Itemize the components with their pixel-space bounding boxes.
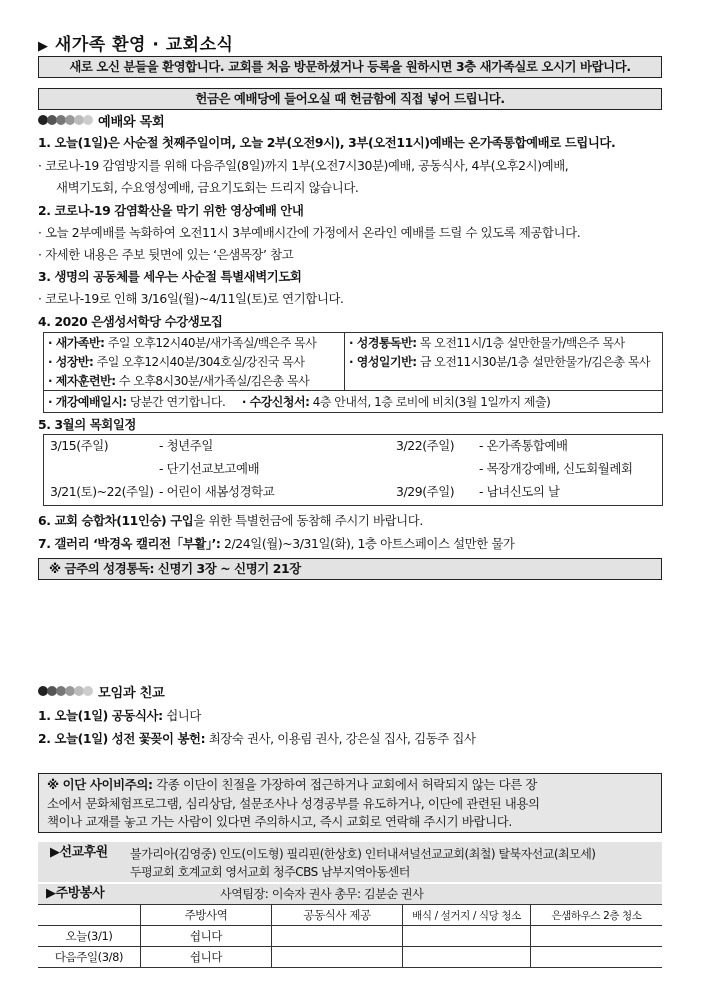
kitchen-cell: 다음주일(3/8) — [38, 947, 141, 968]
school-row2-right — [345, 352, 663, 371]
worship-item-6 — [38, 510, 423, 532]
cult-warning-line-3: 책이나 교재를 놓고 가는 사람이 있다면 주의하시고, 즉시 교회로 연락해 주시기 바랍니다. — [47, 814, 512, 829]
page-title — [38, 30, 233, 55]
kitchen-cell: 쉽니다 — [141, 926, 272, 947]
kitchen-cell — [531, 926, 663, 947]
cult-warning-line-2: 소에서 문화체험프로그램, 심리상담, 설문조사나 성경공부를 유도하거나, 이단에 관련된 내용의 — [47, 795, 540, 811]
table-row — [38, 926, 662, 947]
school-label: · 제자훈련반: — [48, 374, 116, 388]
kitchen-cell: 오늘(3/1) — [38, 926, 141, 947]
worship-item-3-bullet: · 코로나-19로 인해 3/16일(월)~4/11일(토)로 연기합니다. — [38, 291, 344, 306]
worship-item-7 — [38, 533, 514, 555]
page-title-text: 새가족 환영 · 교회소식 — [54, 35, 234, 55]
school-label: · 새가족반: — [48, 336, 105, 350]
fellowship-item-1-text: 쉽니다 — [166, 708, 201, 723]
welcome-banner: 새로 오신 분들을 환영합니다. 교회를 처음 방문하셨거나 등록을 원하시면 3층 새가족실로 오시기 바랍니다. — [38, 56, 662, 78]
schedule-event: - 목장개강예배, 신도회월례회 — [479, 461, 633, 476]
kitchen-header — [38, 884, 662, 904]
worship-item-1-bullet: · 코로나-19 감염방지를 위해 다음주일(8일)까지 1부(오전7시30분)예배, 공동식사, 4부(오후2시)예배, — [38, 158, 569, 173]
kitchen-duty-table — [38, 904, 662, 968]
schedule-event: - 단기선교보고예배 — [159, 461, 260, 476]
school-table — [43, 332, 663, 413]
school-row1-left — [44, 333, 345, 353]
kitchen-cell: 쉽니다 — [141, 947, 272, 968]
worship-item-2-bullet-2: · 자세한 내용은 주보 뒷면에 있는 ‘은샘목장’ 참고 — [38, 247, 294, 262]
worship-item-2: 2. 코로나-19 감염확산을 막기 위한 영상예배 안내 — [38, 203, 304, 218]
dots-icon — [38, 112, 92, 132]
school-text: 주일 오후12시40분/새가족실/백은주 목사 — [107, 336, 317, 350]
kitchen-header-row — [38, 905, 662, 926]
worship-item-2-bullet-1: · 오늘 2부예배를 녹화하여 오전11시 3부예배시간에 가정에서 온라인 예배를 드릴 수 있도록 제공합니다. — [38, 225, 581, 240]
kitchen-cell — [403, 947, 531, 968]
schedule-date: 3/21(토)~22(주일) — [50, 484, 154, 499]
schedule-event: - 어린이 새봄성경학교 — [159, 484, 275, 499]
school-text: 금 오전11시30분/1층 설만한물가/김은총 목사 — [419, 355, 651, 369]
mission-support — [38, 842, 662, 882]
school-text: 수 오후8시30분/새가족실/김은총 목사 — [118, 374, 310, 388]
kitchen-cell — [403, 926, 531, 947]
fellowship-item-1 — [38, 705, 201, 727]
fellowship-heading — [38, 683, 165, 704]
worship-item-1: 1. 오늘(1일)은 사순절 첫째주일이며, 오늘 2부(오전9시), 3부(오전11시)예배는 온가족통합예배로 드립니다. — [38, 135, 616, 150]
school-label: · 영성일기반: — [349, 355, 417, 369]
kitchen-cell — [531, 947, 663, 968]
dots-icon — [38, 683, 92, 703]
schedule-date: 3/15(주일) — [50, 438, 109, 453]
mission-line-2: 두평교회 호계교회 영서교회 청주CBS 남부지역아동센터 — [130, 865, 410, 879]
worship-item-5: 5. 3월의 목회일정 — [38, 417, 136, 432]
kitchen-col-header: 공동식사 제공 — [272, 905, 403, 926]
offering-banner: 헌금은 예배당에 들어오실 때 헌금함에 직접 넣어 드립니다. — [38, 88, 662, 110]
school-text: 목 오전11시/1층 설만한물가/백은주 목사 — [419, 336, 625, 350]
school-text: 주일 오후12시40분/304호실/강진국 목사 — [96, 355, 305, 369]
fellowship-item-2-text: 최장숙 권사, 이용림 권사, 강은실 집사, 김동주 집사 — [208, 731, 476, 746]
school-row3-right — [345, 371, 663, 391]
worship-item-6-text: 을 위한 특별헌금에 동참해 주시기 바랍니다. — [193, 513, 423, 528]
worship-item-3: 3. 생명의 공동체를 세우는 사순절 특별새벽기도회 — [38, 269, 302, 284]
worship-item-7-bold: 7. 갤러리 ‘박경옥 캘리전「부활」’: — [38, 536, 221, 551]
school-row3-left — [44, 371, 345, 391]
school-row1-right — [345, 333, 663, 353]
school-text: 4층 안내석, 1층 로비에 비치(3월 1일까지 제출) — [312, 395, 551, 409]
fellowship-item-1-bold: 1. 오늘(1일) 공동식사: — [38, 708, 163, 723]
mission-line-1: 불가리아(김영중) 인도(이도형) 필리핀(한상호) 인터내셔널선교교회(최철) 탈북자선교(최모세) — [130, 847, 596, 861]
worship-heading-text: 예배와 목회 — [98, 115, 165, 130]
worship-item-7-text: 2/24일(월)~3/31일(화), 1층 아트스페이스 설만한 물가 — [224, 536, 515, 551]
triangle-icon: ▶ — [38, 39, 49, 54]
fellowship-item-2 — [38, 728, 476, 750]
school-label: · 성장반: — [48, 355, 94, 369]
bible-reading-box: ※ 금주의 성경통독: 신명기 3장 ~ 신명기 21장 — [38, 558, 662, 580]
kitchen-col-header — [38, 905, 141, 926]
worship-item-6-bold: 6. 교회 승합차(11인승) 구입 — [38, 513, 194, 528]
schedule-date: 3/22(주일) — [396, 438, 455, 453]
schedule-event: - 남녀신도의 날 — [479, 484, 560, 499]
school-row2-left — [44, 352, 345, 371]
fellowship-item-2-bold: 2. 오늘(1일) 성전 꽃꽂이 봉헌: — [38, 731, 206, 746]
kitchen-label: ▶주방봉사 — [46, 886, 105, 901]
cult-warning-text: 각종 이단이 친절을 가장하여 접근하거나 교회에서 허락되지 않는 다른 장 — [156, 777, 538, 792]
school-text: 당분간 연기합니다. — [129, 395, 226, 409]
cult-warning-box — [38, 773, 662, 833]
schedule-box — [43, 434, 663, 506]
kitchen-cell — [272, 926, 403, 947]
kitchen-cell — [272, 947, 403, 968]
schedule-event: - 청년주일 — [159, 438, 213, 453]
worship-item-4: 4. 2020 은샘성서학당 수강생모집 — [38, 314, 223, 329]
mission-label: ▶선교후원 — [50, 845, 108, 860]
table-row — [38, 947, 662, 968]
school-row4 — [44, 391, 663, 413]
cult-warning-label: ※ 이단 사이비주의: — [47, 777, 153, 792]
kitchen-col-header: 은샘하우스 2층 청소 — [531, 905, 663, 926]
school-label: · 수강신청서: — [241, 395, 310, 409]
cult-warning-line-1 — [47, 776, 653, 795]
kitchen-col-header: 배식 / 설거지 / 식당 청소 — [403, 905, 531, 926]
worship-item-1-bullet-cont: 새벽기도회, 수요영성예배, 금요기도회는 드리지 않습니다. — [56, 180, 359, 195]
schedule-event: - 온가족통합예배 — [479, 438, 568, 453]
kitchen-staff: 사역팀장: 이숙자 권사 총무: 김분순 권사 — [220, 887, 424, 901]
worship-heading — [38, 112, 165, 133]
schedule-date: 3/29(주일) — [396, 484, 455, 499]
school-label: · 성경통독반: — [349, 336, 417, 350]
fellowship-heading-text: 모임과 친교 — [98, 686, 165, 701]
kitchen-col-header: 주방사역 — [141, 905, 272, 926]
school-label: · 개강예배일시: — [48, 395, 127, 409]
